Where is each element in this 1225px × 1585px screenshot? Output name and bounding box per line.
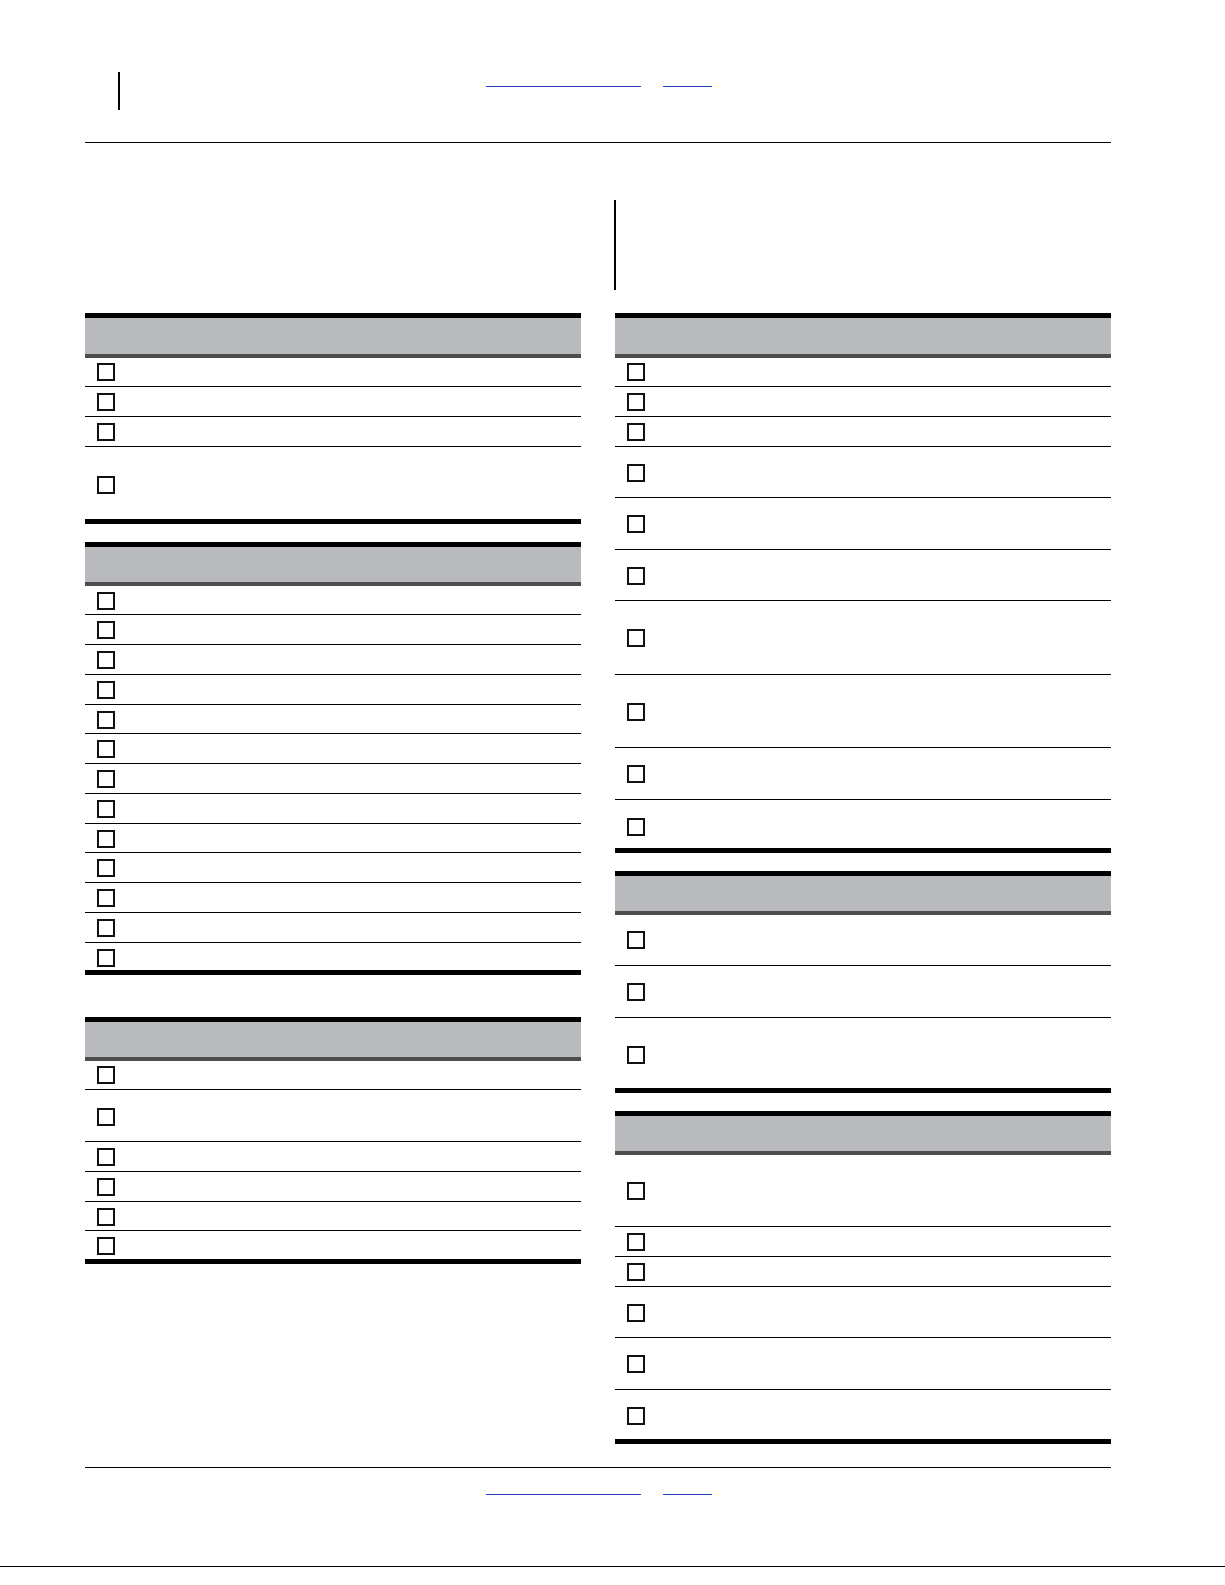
checklist-row	[615, 601, 1111, 675]
checklist-row	[85, 883, 581, 913]
checklist-row	[85, 447, 581, 519]
empty-checkbox-icon[interactable]	[97, 363, 115, 381]
checklist-row	[615, 1257, 1111, 1287]
checklist-row	[615, 387, 1111, 417]
empty-checkbox-icon[interactable]	[627, 1407, 645, 1425]
checklist-row	[85, 913, 581, 943]
footer-link-1[interactable]	[486, 1494, 641, 1495]
empty-checkbox-icon[interactable]	[97, 800, 115, 818]
checklist-row	[85, 824, 581, 853]
empty-checkbox-icon[interactable]	[627, 515, 645, 533]
empty-checkbox-icon[interactable]	[97, 592, 115, 610]
checklist-section	[615, 313, 1111, 853]
checklist-row	[615, 1155, 1111, 1227]
empty-checkbox-icon[interactable]	[97, 1237, 115, 1255]
empty-checkbox-icon[interactable]	[97, 423, 115, 441]
section-bottom-rule	[85, 1259, 581, 1264]
empty-checkbox-icon[interactable]	[97, 621, 115, 639]
empty-checkbox-icon[interactable]	[627, 983, 645, 1001]
checklist-row	[85, 1090, 581, 1142]
header-link-1[interactable]	[486, 86, 641, 87]
checklist-row	[615, 550, 1111, 601]
empty-checkbox-icon[interactable]	[97, 476, 115, 494]
empty-checkbox-icon[interactable]	[627, 423, 645, 441]
checklist-row	[615, 447, 1111, 498]
checklist-section	[85, 313, 581, 524]
header-margin-bar	[118, 72, 120, 110]
empty-checkbox-icon[interactable]	[97, 681, 115, 699]
checklist-row	[615, 358, 1111, 387]
checklist-section	[615, 1111, 1111, 1444]
empty-checkbox-icon[interactable]	[97, 393, 115, 411]
empty-checkbox-icon[interactable]	[627, 1182, 645, 1200]
change-bar	[614, 200, 616, 290]
checklist-row	[615, 417, 1111, 447]
footer-rule	[85, 1467, 1111, 1468]
header-link-2[interactable]	[663, 86, 712, 87]
section-header	[85, 547, 581, 582]
empty-checkbox-icon[interactable]	[97, 830, 115, 848]
empty-checkbox-icon[interactable]	[97, 651, 115, 669]
checklist-row	[85, 1142, 581, 1172]
checklist-row	[85, 794, 581, 824]
checklist-row	[85, 1061, 581, 1090]
page-bottom-edge	[0, 1566, 1225, 1567]
checklist-section	[85, 542, 581, 975]
empty-checkbox-icon[interactable]	[627, 703, 645, 721]
checklist-row	[85, 675, 581, 705]
checklist-section	[85, 1017, 581, 1264]
empty-checkbox-icon[interactable]	[97, 859, 115, 877]
checklist-row	[615, 1227, 1111, 1257]
empty-checkbox-icon[interactable]	[97, 1108, 115, 1126]
checklist-row	[615, 1338, 1111, 1390]
checklist-row	[85, 417, 581, 447]
checklist-row	[615, 1390, 1111, 1439]
checklist-row	[615, 1018, 1111, 1088]
checklist-row	[615, 800, 1111, 848]
empty-checkbox-icon[interactable]	[97, 889, 115, 907]
empty-checkbox-icon[interactable]	[97, 949, 115, 967]
checklist-row	[85, 1231, 581, 1259]
section-header	[615, 318, 1111, 354]
empty-checkbox-icon[interactable]	[97, 1066, 115, 1084]
checklist-row	[85, 943, 581, 970]
empty-checkbox-icon[interactable]	[627, 393, 645, 411]
empty-checkbox-icon[interactable]	[97, 919, 115, 937]
empty-checkbox-icon[interactable]	[97, 770, 115, 788]
checklist-row	[615, 915, 1111, 966]
checklist-row	[85, 764, 581, 794]
empty-checkbox-icon[interactable]	[97, 740, 115, 758]
empty-checkbox-icon[interactable]	[627, 1304, 645, 1322]
empty-checkbox-icon[interactable]	[627, 931, 645, 949]
header-rule	[85, 142, 1111, 143]
empty-checkbox-icon[interactable]	[627, 1263, 645, 1281]
empty-checkbox-icon[interactable]	[627, 567, 645, 585]
section-bottom-rule	[615, 1439, 1111, 1444]
empty-checkbox-icon[interactable]	[97, 1148, 115, 1166]
checklist-row	[85, 853, 581, 883]
checklist-row	[615, 675, 1111, 748]
checklist-row	[85, 1202, 581, 1231]
checklist-row	[615, 1287, 1111, 1338]
empty-checkbox-icon[interactable]	[97, 1208, 115, 1226]
footer-link-2[interactable]	[663, 1494, 712, 1495]
checklist-row	[85, 645, 581, 675]
checklist-section	[615, 871, 1111, 1093]
checklist-row	[85, 1172, 581, 1202]
section-header	[85, 1022, 581, 1057]
empty-checkbox-icon[interactable]	[97, 1178, 115, 1196]
empty-checkbox-icon[interactable]	[627, 765, 645, 783]
empty-checkbox-icon[interactable]	[627, 1046, 645, 1064]
checklist-row	[615, 498, 1111, 550]
left-column	[85, 313, 581, 1264]
checklist-row	[615, 966, 1111, 1018]
section-header	[615, 876, 1111, 911]
empty-checkbox-icon[interactable]	[97, 711, 115, 729]
section-header	[85, 318, 581, 354]
right-column	[615, 313, 1111, 1444]
checklist-row	[85, 705, 581, 734]
checklist-row	[85, 734, 581, 764]
empty-checkbox-icon[interactable]	[627, 363, 645, 381]
checklist-row	[615, 748, 1111, 800]
empty-checkbox-icon[interactable]	[627, 818, 645, 836]
checklist-row	[85, 358, 581, 387]
empty-checkbox-icon[interactable]	[627, 629, 645, 647]
checklist-row	[85, 387, 581, 417]
checklist-row	[85, 615, 581, 645]
empty-checkbox-icon[interactable]	[627, 1233, 645, 1251]
empty-checkbox-icon[interactable]	[627, 464, 645, 482]
section-header	[615, 1116, 1111, 1151]
empty-checkbox-icon[interactable]	[627, 1355, 645, 1373]
checklist-row	[85, 586, 581, 615]
